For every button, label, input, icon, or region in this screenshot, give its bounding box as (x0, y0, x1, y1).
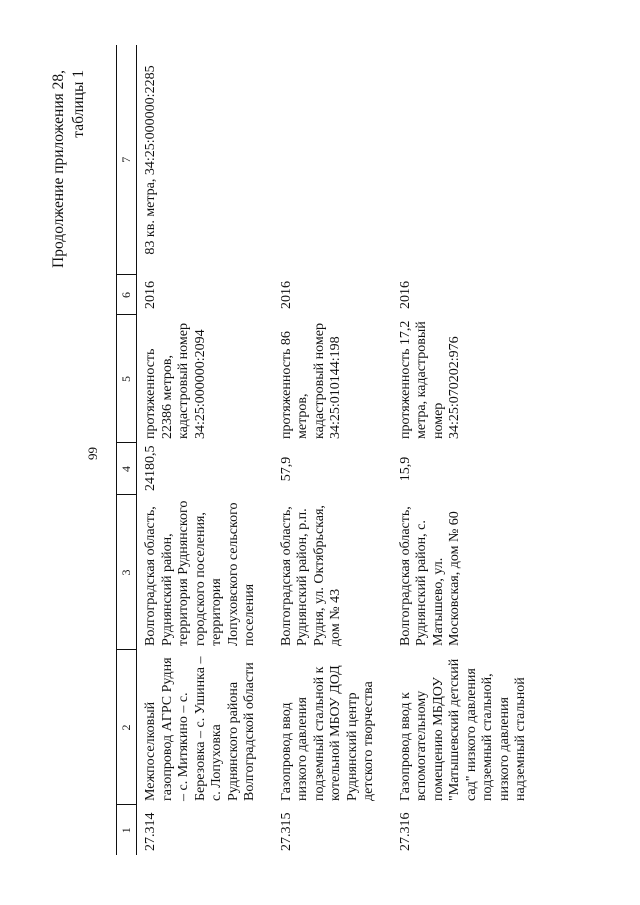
object-year: 2016 (143, 281, 158, 309)
table-row (392, 45, 544, 855)
object-length: 15,9 (397, 456, 413, 482)
column-header-5: 5 (117, 315, 137, 443)
object-extra (392, 45, 544, 275)
object-location: Волгоградская область, Руднянский район, р.п. Рудня, ул. Октябрьская, дом № 43 (278, 505, 343, 646)
object-year: 2016 (278, 281, 294, 309)
object-description: протяженность 22386 метров, кадастровый номер 34:25:000000:2094 (143, 323, 208, 439)
caption-line-2: таблицы 1 (70, 70, 87, 138)
object-description: протяженность 86 метров, кадастровый номер 34:25:010144:198 (278, 323, 343, 439)
column-header-4: 4 (117, 443, 137, 495)
object-extra (273, 45, 392, 275)
object-year: 2016 (397, 281, 413, 309)
object-description: протяженность 17,2 метра, кадастровый номер 34:25:070202:976 (397, 320, 462, 439)
column-header-row (117, 45, 137, 855)
object-location: Волгоградская область, Руднянский район, с. Матышево, ул. Московская, дом № 60 (397, 506, 462, 646)
caption-line-1: Продолжение приложения 28, (50, 70, 67, 268)
table-row (137, 45, 273, 855)
row-number: 27.315 (278, 812, 294, 851)
page-number: 99 (85, 447, 100, 460)
object-name: Межпоселковый газопровод АГРС Рудня – с. Митякино – с. Березовка – с. Ушинка – с. Лопуховка Руднянского района Волгоградской области (143, 656, 257, 801)
object-name: Газопровод ввод низкого давления подземный стальной к котельной МБОУ ДОД Руднянский центр детского творчества (278, 665, 376, 801)
object-name: Газопровод ввод к вспомогательному помещению МБДОУ "Матышевский детский сад" низкого давления подземный стальной, низкого давления надземный стальной (397, 658, 528, 801)
column-header-7: 7 (117, 45, 137, 275)
object-extra: 83 кв. метра, 34:25:000000:2285 (143, 65, 158, 255)
row-number: 27.316 (397, 812, 413, 851)
object-length: 57,9 (278, 456, 294, 482)
column-header-3: 3 (117, 495, 137, 650)
registry-table (116, 45, 544, 855)
column-header-2: 2 (117, 650, 137, 805)
appendix-caption (49, 70, 89, 268)
column-header-1: 1 (117, 805, 137, 855)
object-location: Волгоградская область, Руднянский район, территория Руднянского городского поселения, территория Лопуховского сельского поселения (143, 500, 257, 646)
object-length: 24180,5 (143, 445, 158, 491)
table-row (273, 45, 392, 855)
row-number: 27.314 (143, 812, 158, 851)
column-header-6: 6 (117, 275, 137, 315)
